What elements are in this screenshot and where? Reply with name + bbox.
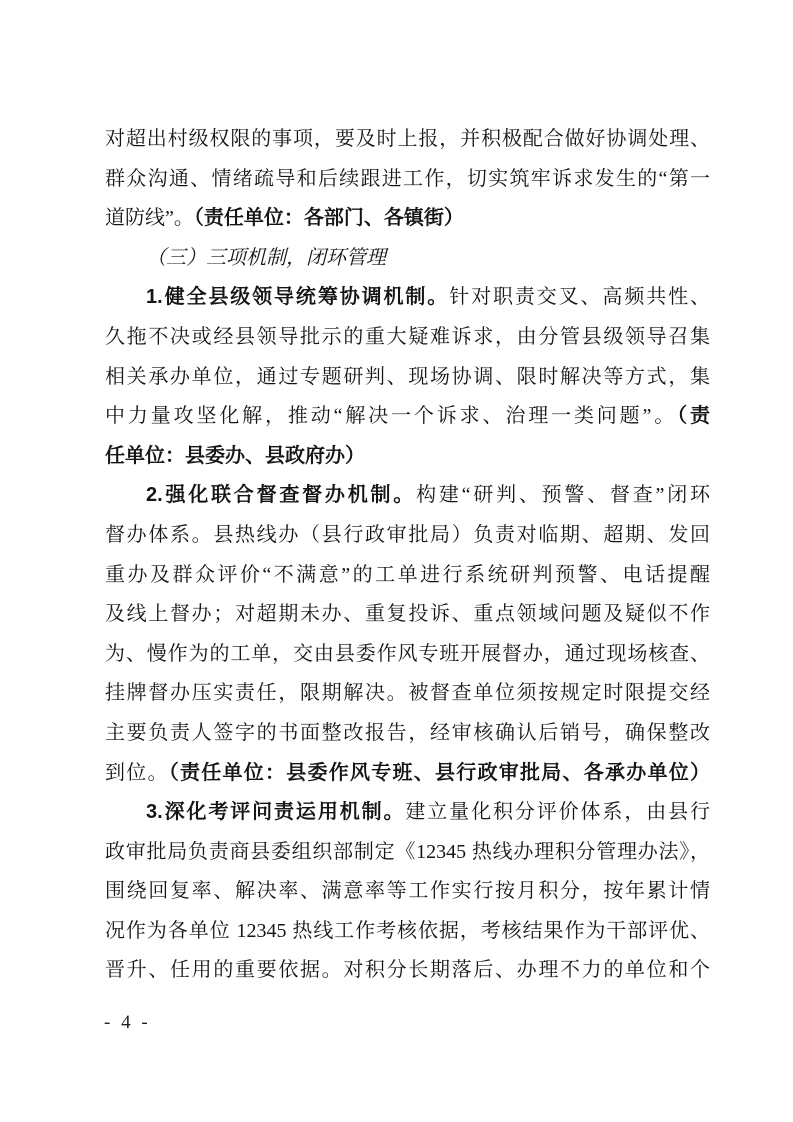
text-segment: 针对职责交叉、高频共性、: [449, 286, 710, 309]
item-title: 1.健全县级领导统筹协调机制。: [146, 286, 450, 309]
page-number: - 4 -: [104, 1012, 151, 1033]
text-line: [105, 793, 710, 833]
text-segment: 对超出村级权限的事项，要及时上报，并积极配合做好协调处理、: [105, 128, 710, 150]
item-title: 2.强化联合督查督办机制。: [146, 484, 417, 507]
text-segment: 重办及群众评价“不满意”的工单进行系统研判预警、电话提醒: [105, 563, 710, 586]
text-segment: 围绕回复率、解决率、满意率等工作实行按月积分，按年累计情: [105, 880, 710, 903]
text-segment: 及线上督办；对超期未办、重复投诉、重点领域问题及疑似不作: [105, 603, 710, 626]
responsibility-unit-label: （责: [677, 405, 710, 428]
text-line: [105, 595, 710, 635]
document-body: [105, 120, 710, 991]
text-line: [105, 397, 710, 437]
text-line: [105, 714, 710, 754]
text-segment: 群众沟通、情绪疏导和后续跟进工作，切实筑牢诉求发生的“第一: [105, 167, 710, 190]
text-line: [105, 199, 710, 239]
text-line: [105, 120, 710, 160]
text-segment: 为、慢作为的工单，交由县委作风专班开展督办，通过现场核查、: [105, 642, 710, 665]
text-line: [105, 754, 710, 794]
text-line: [105, 318, 710, 358]
text-segment: 相关承办单位，通过专题研判、现场协调、限时解决等方式，集: [105, 365, 710, 388]
text-line: [105, 358, 710, 398]
text-segment: 主要负责人签字的书面整改报告，经审核确认后销号，确保整改: [105, 721, 710, 744]
responsibility-unit-label: （责任单位：各部门、各镇街）: [193, 207, 464, 230]
text-line: [105, 278, 710, 318]
section-heading: （三）三项机制，闭环管理: [146, 246, 386, 269]
text-line: [105, 476, 710, 516]
responsibility-unit-label: （责任单位：县委作风专班、县行政审批局、各承办单位）: [168, 761, 710, 784]
text-line: [105, 833, 710, 873]
text-line: [105, 160, 710, 200]
text-line: [105, 674, 710, 714]
text-segment: 建立量化积分评价体系，由县行: [405, 801, 710, 824]
text-line: [105, 951, 710, 991]
text-segment: 挂牌督办压实责任，限期解决。被督查单位须按规定时限提交经: [105, 682, 710, 705]
text-line: [105, 516, 710, 556]
text-segment: 况作为各单位 12345 热线工作考核依据，考核结果作为干部评优、: [105, 919, 710, 942]
text-line: [105, 239, 710, 279]
text-segment: 督办体系。县热线办（县行政审批局）负责对临期、超期、发回: [105, 523, 710, 546]
text-segment: 构建“研判、预警、督查”闭环: [416, 484, 710, 507]
text-segment: 政审批局负责商县委组织部制定《12345 热线办理积分管理办法》，: [105, 840, 710, 863]
text-line: [105, 556, 710, 596]
text-segment: 晋升、任用的重要依据。对积分长期落后、办理不力的单位和个: [105, 959, 710, 982]
item-title: 3.深化考评问责运用机制。: [146, 801, 406, 824]
text-line: [105, 437, 710, 477]
responsibility-unit-label: 任单位：县委办、县政府办）: [105, 444, 365, 467]
text-segment: 道防线”。: [105, 207, 194, 230]
text-line: [105, 912, 710, 952]
text-line: [105, 872, 710, 912]
text-line: [105, 635, 710, 675]
text-segment: 久拖不决或经县领导批示的重大疑难诉求，由分管县级领导召集: [105, 325, 710, 348]
text-segment: 中力量攻坚化解，推动“解决一个诉求、治理一类问题”。: [105, 405, 678, 428]
text-segment: 到位。: [105, 761, 169, 784]
